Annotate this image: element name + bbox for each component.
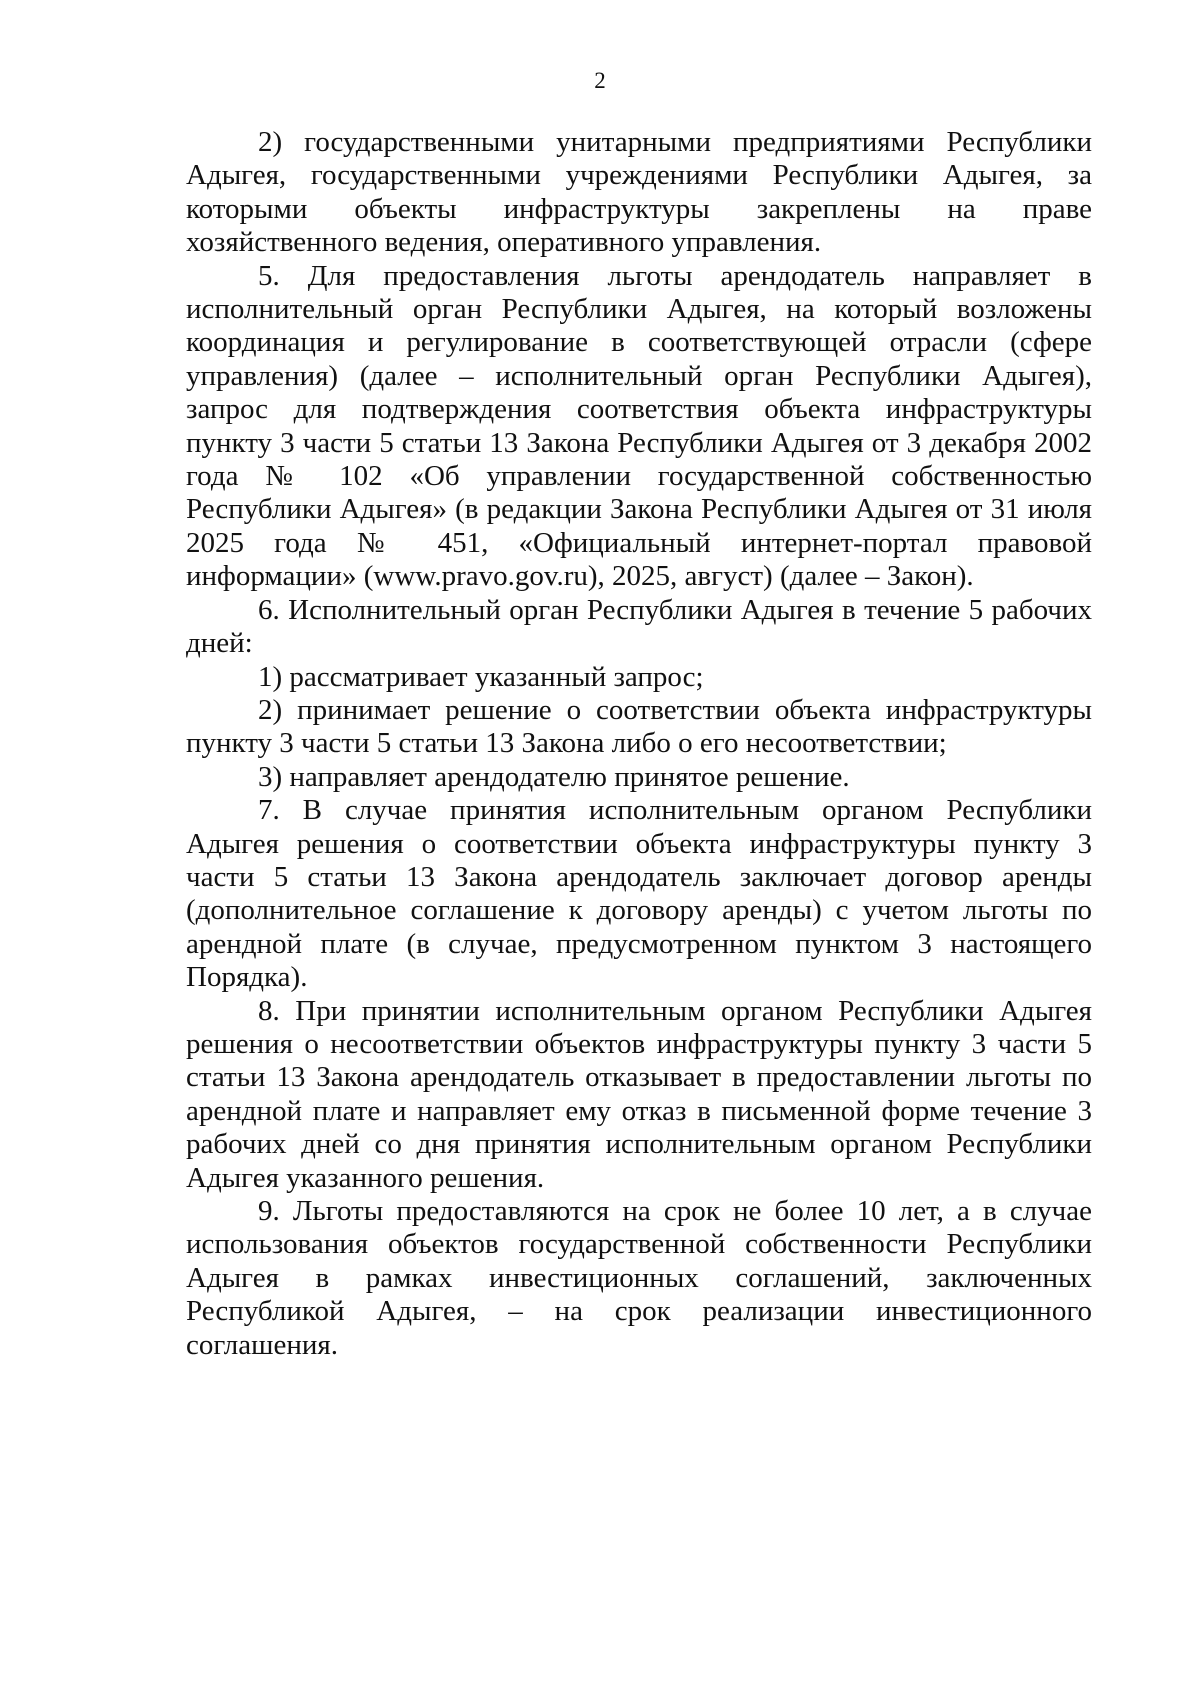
paragraph-item-2-state-enterprises: 2) государственными унитарными предприятиями Республики Адыгея, государственными учреждениями Республики Адыгея, за которыми объекты инфраструктуры закреплены на праве хозяйственного ведения, оперативного управления. xyxy=(186,126,1092,259)
page-number: 2 xyxy=(594,68,606,93)
paragraph-6-item-3: 3) направляет арендодателю принятое решение. xyxy=(258,760,850,793)
document-body xyxy=(186,126,1092,1362)
paragraph-9-benefit-term: 9. Льготы предоставляются на срок не более 10 лет, а в случае использования объектов государственной собственности Республики Адыгея в рамках инвестиционных соглашений, заключенных Республикой Адыгея, – на срок реализации инвестиционного соглашения. xyxy=(186,1195,1092,1361)
paragraph-8-noncompliance-decision: 8. При принятии исполнительным органом Республики Адыгея решения о несоответствии объектов инфраструктуры пункту 3 части 5 статьи 13 Закона арендодатель отказывает в предоставлении льготы по арендной плате и направляет ему отказ в письменной форме течение 3 рабочих дней со дня принятия исполнительным органом Республики Адыгея указанного решения. xyxy=(186,994,1092,1194)
paragraph-7-compliance-decision: 7. В случае принятия исполнительным органом Республики Адыгея решения о соответствии объекта инфраструктуры пункту 3 части 5 статьи 13 Закона арендодатель заключает договор аренды (дополнительное соглашение к договору аренды) с учетом льготы по арендной плате (в случае, предусмотренном пунктом 3 настоящего Порядка). xyxy=(186,794,1092,994)
paragraph-6-item-2: 2) принимает решение о соответствии объекта инфраструктуры пункту 3 части 5 статьи 13 Закона либо о его несоответствии; xyxy=(186,693,1092,760)
paragraph-5-benefit-request: 5. Для предоставления льготы арендодатель направляет в исполнительный орган Республики Адыгея, на который возложены координация и регулирование в соответствующей отрасли (сфере управления) (далее – исполнительный орган Республики Адыгея), запрос для подтверждения соответствия объекта инфраструктуры пункту 3 части 5 статьи 13 Закона Республики Адыгея от 3 декабря 2002 года № 102 «Об управлении государственной собственностью Республики Адыгея» (в редакции Закона Республики Адыгея от 31 июля 2025 года № 451, «Официальный интернет-портал правовой информации» (www.pravo.gov.ru), 2025, август) (далее – Закон). xyxy=(186,259,1092,593)
paragraph-6-item-1: 1) рассматривает указанный запрос; xyxy=(258,660,704,693)
paragraph-6-review-period: 6. Исполнительный орган Республики Адыгея в течение 5 рабочих дней: xyxy=(186,593,1092,660)
